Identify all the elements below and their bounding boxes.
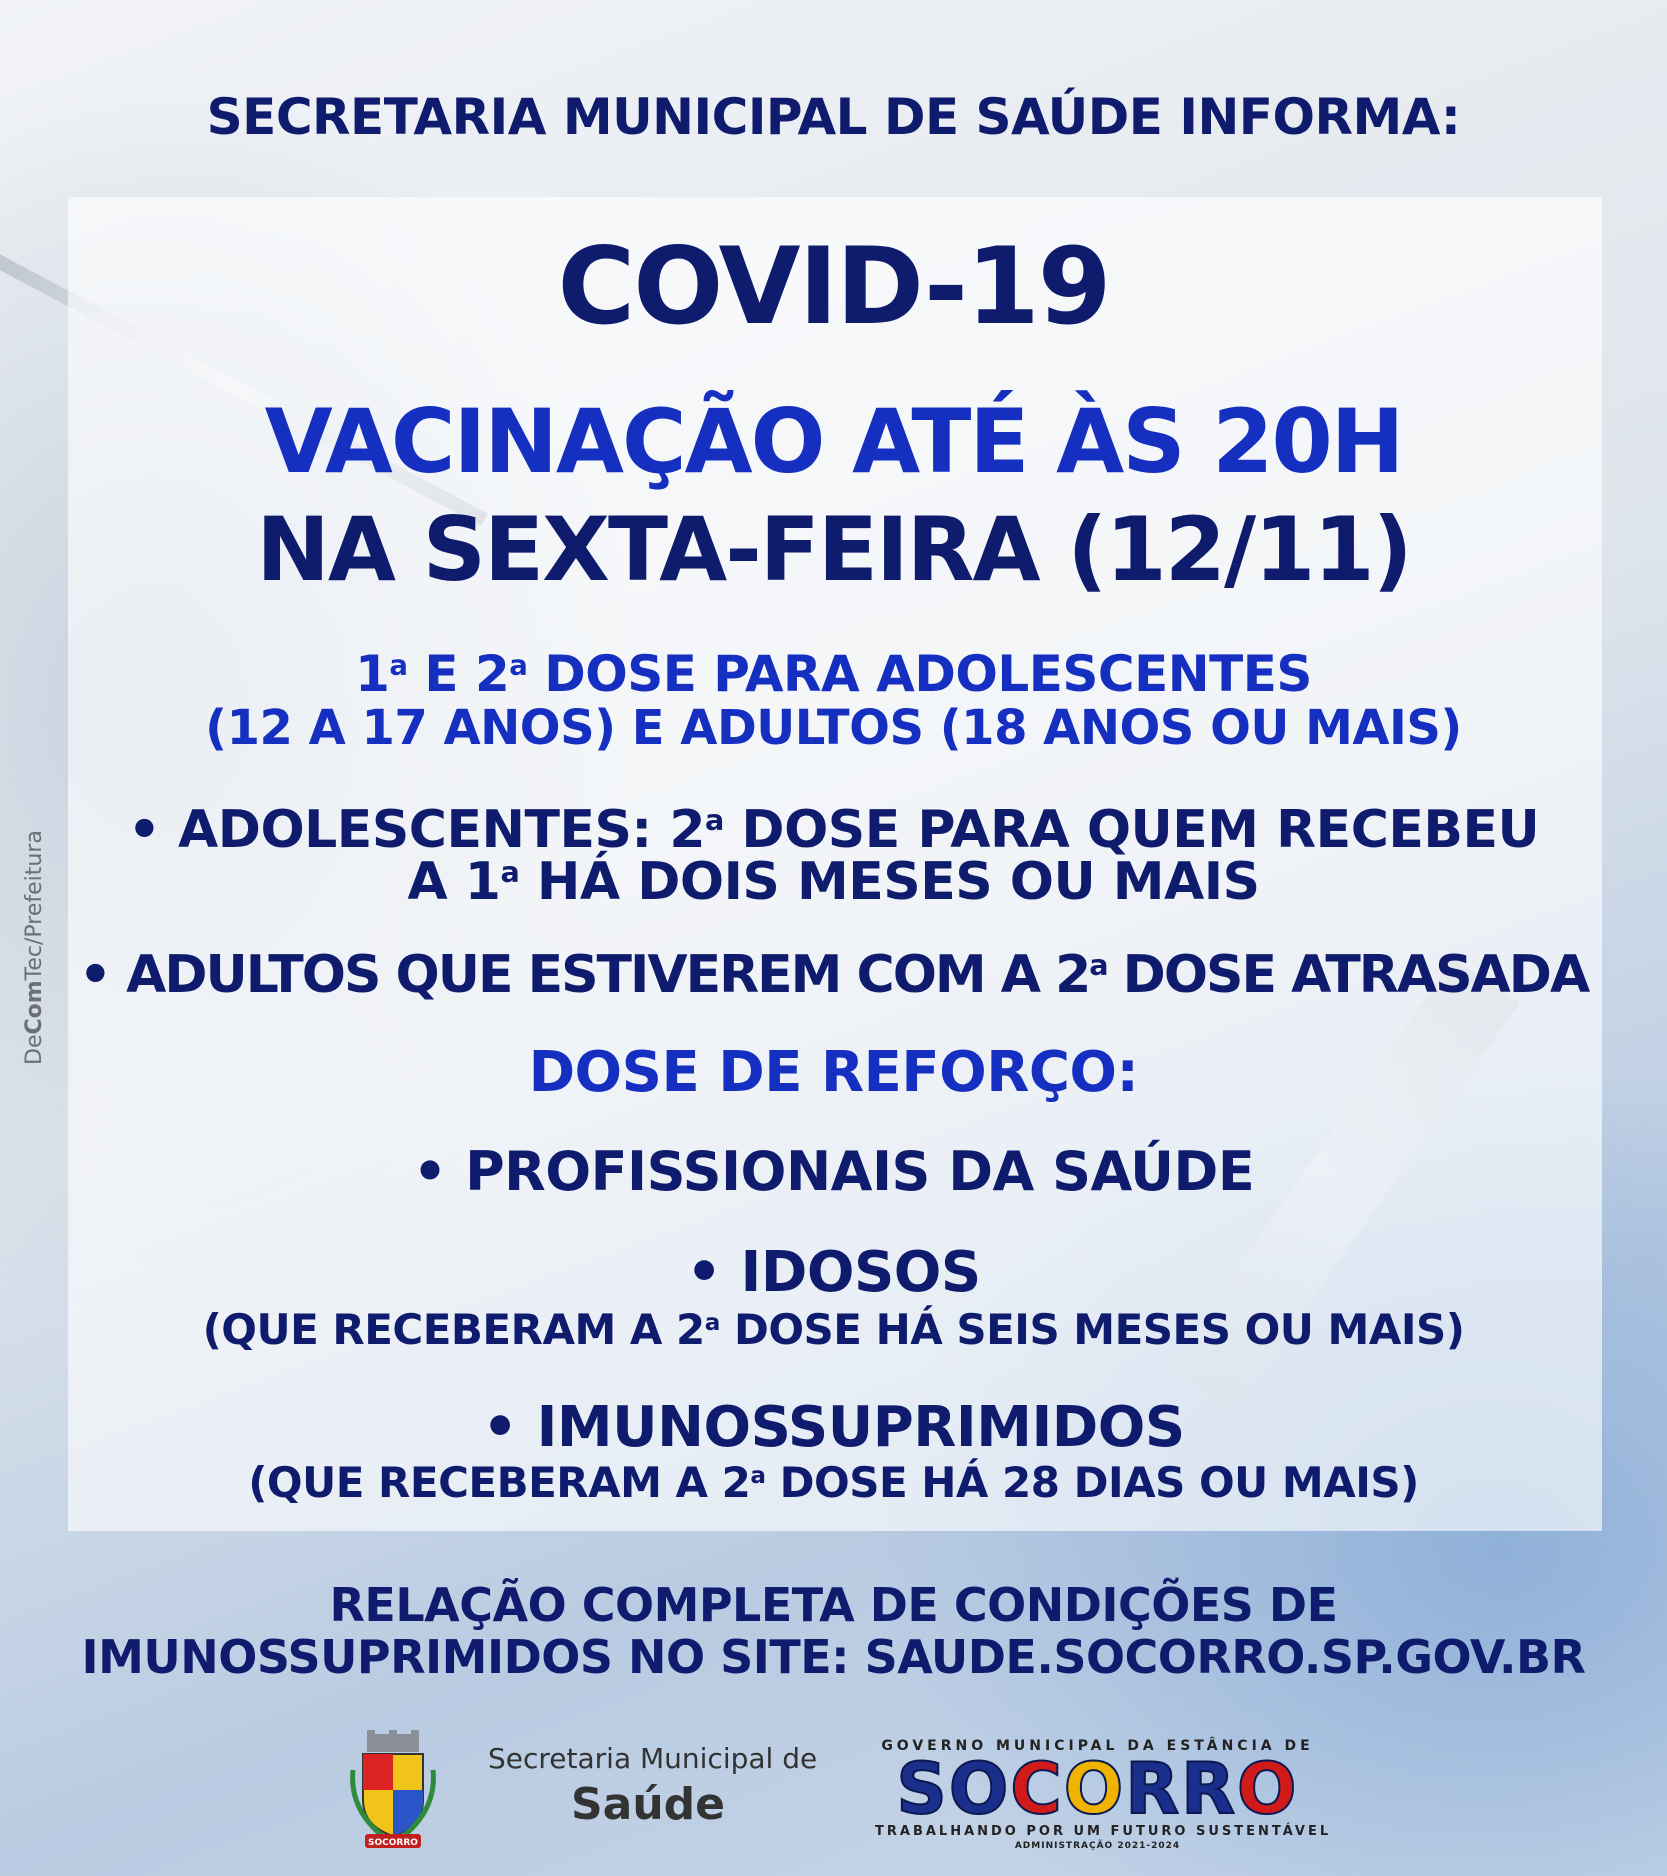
covid-title: COVID-19 (557, 225, 1110, 348)
adult-line: • ADULTOS QUE ESTIVEREM COM A 2$^a$ DOSE ATRASADA (78, 945, 1589, 1005)
city-crest-icon (345, 1730, 441, 1850)
dose-heading: 1$^a$ E 2$^a$ DOSE PARA ADOLESCENTES (355, 645, 1312, 703)
gov-admin: ADMINISTRAÇÃO 2021-2024 (1014, 1841, 1181, 1851)
bottom-line-2: IMUNOSSUPRIMIDOS NO SITE: SAUDE.SOCORRO.SP.GOV.BR (81, 1630, 1586, 1684)
secretariat-line: Secretaria Municipal de (488, 1742, 818, 1775)
teen-line-1: • ADOLESCENTES: 2$^a$ DOSE PARA QUEM RECEBEU (127, 800, 1540, 860)
gov-slogan: TRABALHANDO POR UM FUTURO SUSTENTÁVEL (875, 1824, 1332, 1839)
crest-label: SOCORRO (368, 1838, 418, 1848)
booster-title: DOSE DE REFORÇO: (528, 1040, 1139, 1105)
header-title: SECRETARIA MUNICIPAL DE SAÚDE INFORMA: (206, 88, 1461, 146)
government-logo (875, 1738, 1332, 1851)
health-secretariat-logo (488, 1742, 818, 1830)
booster-professionals: • PROFISSIONAIS DA SAÚDE (412, 1140, 1255, 1203)
booster-immuno-sub: (QUE RECEBERAM A 2$^a$ DOSE HÁ 28 DIAS OU MAIS) (248, 1458, 1419, 1507)
age-line: (12 A 17 ANOS) E ADULTOS (18 ANOS OU MAIS) (205, 700, 1462, 756)
socorro-wordmark: SOCORRO (896, 1748, 1299, 1830)
gov-line-1: GOVERNO MUNICIPAL DA ESTÂNCIA DE (881, 1738, 1314, 1754)
health-word: Saúde (570, 1779, 726, 1830)
teen-line-2: A 1$^a$ HÁ DOIS MESES OU MAIS (407, 852, 1260, 912)
design-credit: DeComTec/Prefeitura (22, 830, 47, 1065)
booster-immuno: • IMUNOSSUPRIMIDOS (482, 1395, 1185, 1460)
booster-elderly-sub: (QUE RECEBERAM A 2$^a$ DOSE HÁ SEIS MESES OU MAIS) (202, 1305, 1465, 1354)
vaccination-title: VACINAÇÃO ATÉ ÀS 20H (264, 390, 1403, 493)
date-title: NA SEXTA-FEIRA (12/11) (256, 498, 1411, 601)
footer-logos (0, 1730, 1667, 1850)
bottom-line-1: RELAÇÃO COMPLETA DE CONDIÇÕES DE (329, 1578, 1338, 1632)
booster-elderly: • IDOSOS (686, 1240, 981, 1305)
